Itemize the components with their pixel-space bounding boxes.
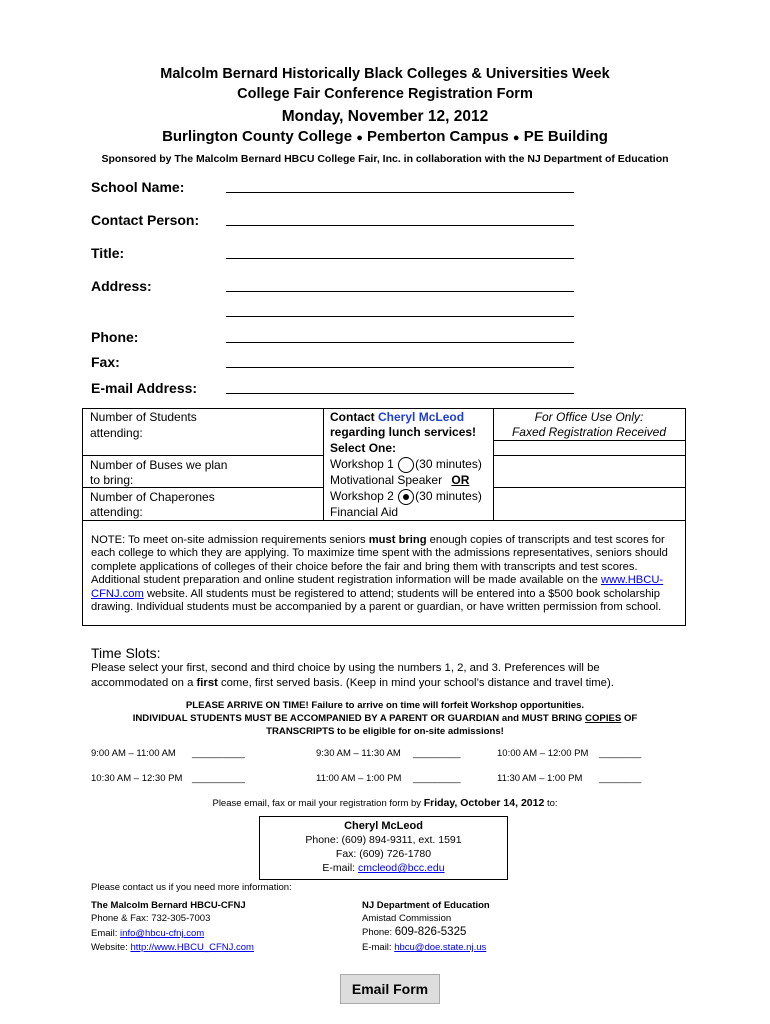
slot-1100: 11:00 AM – 1:00 PM xyxy=(316,773,402,784)
slot-1030-underscore: _ xyxy=(239,773,245,784)
slot-1100-input[interactable]: _________ xyxy=(413,773,461,784)
slot-1030: 10:30 AM – 12:30 PM xyxy=(91,773,183,784)
slot-1130: 11:30 AM – 1:00 PM xyxy=(497,773,583,784)
table-divider xyxy=(493,455,685,456)
motivational-speaker-line xyxy=(330,472,469,488)
nj-doe-title: NJ Department of Education xyxy=(362,900,490,911)
workshop1-option xyxy=(330,456,482,473)
workshop2-time: (30 minutes) xyxy=(415,489,482,503)
address-input-line1[interactable] xyxy=(226,291,574,292)
transcripts-warning: TRANSCRIPTS to be eligible for on-site admissions! xyxy=(266,726,504,737)
nj-doe-org: Amistad Commission xyxy=(362,913,452,924)
students-attending-input[interactable] xyxy=(240,409,322,455)
mail-deadline: Friday, October 14, 2012 xyxy=(423,797,545,809)
contact-person-input[interactable] xyxy=(226,225,574,226)
individual-warning-b: OF xyxy=(621,713,638,724)
note-text-2: enough copies of transcripts and test scores for each college to which they are applying. To maximize time spent with the admissions representatives, seniors should complete applications of colleges of their choice before the fair and bring them with transcripts and test scores. Additional student preparation and online student registration information will be made available on the xyxy=(91,534,668,587)
arrive-warning: PLEASE ARRIVE ON TIME! Failure to arrive on time will forfeit Workshop opportunities. xyxy=(185,700,585,711)
hbcu-cfnj-email xyxy=(91,928,204,939)
nj-doe-email-label: E-mail: xyxy=(362,942,395,953)
slot-1030-blank: _________ xyxy=(192,773,240,784)
school-name-input[interactable] xyxy=(226,192,574,193)
fax-label: Fax: xyxy=(91,354,120,370)
time-slots-intro xyxy=(91,661,651,691)
location-building: PE Building xyxy=(523,128,608,145)
slot-1000: 10:00 AM – 12:00 PM xyxy=(497,748,589,759)
slot-0900-blank: _________ xyxy=(192,748,240,759)
bullet-icon: ● xyxy=(356,132,363,144)
nj-doe-email-link[interactable]: hbcu@doe.state.nj.us xyxy=(394,942,487,953)
time-slots-intro-bold: first xyxy=(196,677,218,689)
contact-box xyxy=(259,816,508,880)
form-title-line2: College Fair Conference Registration Form xyxy=(237,86,533,102)
contact-name: Cheryl McLeod xyxy=(378,410,465,424)
nj-doe-phone xyxy=(362,926,466,938)
contact-email-link[interactable]: cmcleod@bcc.edu xyxy=(358,862,445,874)
contact-box-phone: Phone: (609) 894-9311, ext. 1591 xyxy=(305,834,462,846)
slot-0900-input[interactable] xyxy=(192,748,245,759)
phone-label: Phone: xyxy=(91,329,139,345)
individual-warning-copies: COPIES xyxy=(585,713,622,724)
or-label: OR xyxy=(451,473,470,487)
note-text-3: website. All students must be registered to attend; students will be entered into a $500 book scholarship drawing. Individual students must be accompanied by a parent or guardian, or have written permission from school. xyxy=(91,587,662,614)
faxed-received-label: Faxed Registration Received xyxy=(511,425,667,439)
email-input[interactable] xyxy=(226,393,574,394)
contact-box-fax: Fax: (609) 726-1780 xyxy=(335,848,432,860)
mail-instruction-a: Please email, fax or mail your registration form by xyxy=(212,798,424,809)
contact-box-email-label: E-mail: xyxy=(322,862,359,874)
table-divider xyxy=(82,455,323,456)
contact-lunch-line1 xyxy=(330,409,464,425)
location-college: Burlington County College xyxy=(162,128,353,145)
location-campus: Pemberton Campus xyxy=(367,128,509,145)
hbcu-cfnj-email-link[interactable]: info@hbcu-cfnj.com xyxy=(120,928,205,939)
contact-prefix: Contact xyxy=(330,410,375,424)
table-divider xyxy=(685,408,686,520)
workshop2-label: Workshop 2 xyxy=(330,489,394,503)
event-date: Monday, November 12, 2012 xyxy=(281,108,489,125)
workshop1-radio[interactable] xyxy=(398,457,414,473)
slot-1030-input[interactable] xyxy=(192,773,245,784)
office-use-label: For Office Use Only: xyxy=(534,410,644,424)
email-label: E-mail Address: xyxy=(91,380,198,396)
buses-label-line1: Number of Buses we plan xyxy=(90,458,228,472)
individual-warning xyxy=(0,713,770,724)
nj-doe-phone-value: 609-826-5325 xyxy=(394,926,467,938)
email-form-button[interactable]: Email Form xyxy=(340,974,440,1004)
chaperones-label-line1: Number of Chaperones xyxy=(90,490,215,504)
time-slots-intro-b: come, first served basis. (Keep in mind your school’s distance and travel time). xyxy=(217,677,614,689)
contact-person-label: Contact Person: xyxy=(91,212,200,228)
slot-0900: 9:00 AM – 11:00 AM xyxy=(91,748,176,759)
mail-instruction-b: to: xyxy=(544,798,558,809)
slot-0900-underscore: _ xyxy=(239,748,245,759)
event-location xyxy=(0,128,770,145)
workshop2-option xyxy=(330,488,482,505)
contact-lunch-line2: regarding lunch services! xyxy=(330,425,477,439)
nj-doe-phone-label: Phone: xyxy=(362,927,395,938)
time-slots-intro-a: Please select your first, second and third choice by using the numbers 1, 2, and 3. Preferences will be accommodated on a xyxy=(91,662,600,689)
fax-input[interactable] xyxy=(226,367,574,368)
address-label: Address: xyxy=(91,278,152,294)
hbcu-cfnj-title: The Malcolm Bernard HBCU-CFNJ xyxy=(91,900,246,911)
motivational-label: Motivational Speaker xyxy=(330,473,443,487)
table-divider xyxy=(493,440,685,441)
financial-aid-label: Financial Aid xyxy=(330,505,399,519)
nj-doe-email xyxy=(362,942,486,953)
workshop2-radio[interactable] xyxy=(398,489,414,505)
slot-1130-input[interactable]: ________ xyxy=(599,773,642,784)
contact-box-email xyxy=(260,861,507,875)
phone-input[interactable] xyxy=(226,342,574,343)
time-slots-heading: Time Slots: xyxy=(91,645,161,661)
workshop1-label: Workshop 1 xyxy=(330,457,394,471)
workshop1-time: (30 minutes) xyxy=(415,457,482,471)
select-one-label: Select One: xyxy=(330,441,397,455)
contact-box-name: Cheryl McLeod xyxy=(344,820,423,832)
sponsor-line: Sponsored by The Malcolm Bernard HBCU College Fair, Inc. in collaboration with the NJ Department of Education xyxy=(101,153,669,165)
table-divider xyxy=(493,487,685,488)
hbcu-cfnj-website-link[interactable]: http://www.HBCU_CFNJ.com xyxy=(130,942,254,953)
hbcu-cfnj-website-label: Website: xyxy=(91,942,131,953)
hbcu-cfnj-website xyxy=(91,942,254,953)
title-input[interactable] xyxy=(226,258,574,259)
hbcu-cfnj-email-label: Email: xyxy=(91,928,121,939)
form-title-line1: Malcolm Bernard Historically Black Colleges & Universities Week xyxy=(160,66,610,82)
school-name-label: School Name: xyxy=(91,179,185,195)
address-input-line2[interactable] xyxy=(226,316,574,317)
slot-0930-input[interactable]: _________ xyxy=(413,748,461,759)
note-text-1: NOTE: To meet on-site admission requirements seniors xyxy=(91,534,369,546)
chaperones-label-line2: attending: xyxy=(90,505,143,519)
note-box xyxy=(82,520,686,626)
slot-0930: 9:30 AM – 11:30 AM xyxy=(316,748,401,759)
note-text-bold: must bring xyxy=(368,534,427,546)
students-attending-label: Number of Students attending: xyxy=(90,410,197,440)
mail-instruction xyxy=(0,797,770,809)
title-label: Title: xyxy=(91,245,125,261)
hbcu-cfnj-phone: Phone & Fax: 732-305-7003 xyxy=(91,913,211,924)
slot-1000-input[interactable]: ________ xyxy=(599,748,642,759)
contact-intro: Please contact us if you need more information: xyxy=(91,882,292,893)
bullet-icon: ● xyxy=(512,132,520,144)
individual-warning-a: INDIVIDUAL STUDENTS MUST BE ACCOMPANIED BY A PARENT OR GUARDIAN and MUST BRING xyxy=(132,713,586,724)
hbcu-website-link[interactable]: www.HBCU-CFNJ.com xyxy=(91,574,664,600)
table-divider xyxy=(323,408,324,520)
buses-label-line2: to bring: xyxy=(90,473,134,487)
